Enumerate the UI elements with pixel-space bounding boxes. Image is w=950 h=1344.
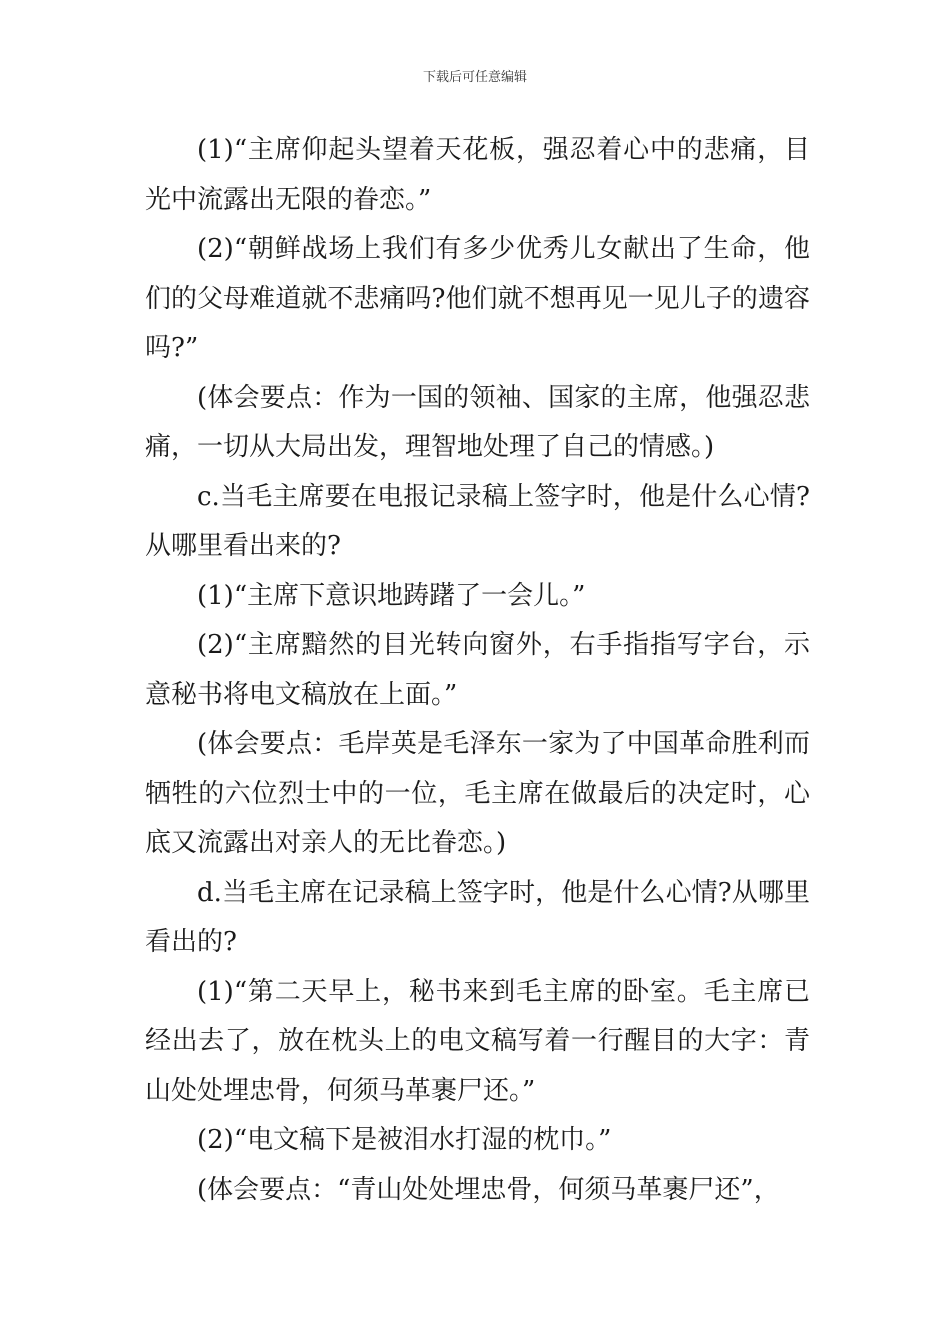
paragraph: (2)“电文稿下是被泪水打湿的枕巾。”: [197, 1125, 612, 1155]
paragraph: c.当毛主席要在电报记录稿上签字时，他是什么心情?从哪里看出来的?: [145, 481, 810, 561]
paragraph: (体会要点：毛岸英是毛泽东一家为了中国革命胜利而牺牲的六位烈士中的一位，毛主席在做最后的决定时，心底又流露出对亲人的无比眷恋。): [145, 729, 810, 858]
paragraph: (体会要点：作为一国的领袖、国家的主席，他强忍悲痛，一切从大局出发，理智地处理了自己的情感。): [145, 382, 810, 462]
paragraph: (1)“主席仰起头望着天花板，强忍着心中的悲痛，目光中流露出无限的眷恋。”: [145, 135, 810, 215]
paragraph: (2)“朝鲜战场上我们有多少优秀儿女献出了生命，他们的父母难道就不悲痛吗?他们就不想再见一见儿子的遗容吗?”: [145, 234, 810, 363]
paragraph: (1)“主席下意识地踌躇了一会儿。”: [197, 580, 586, 611]
page-header: 下载后可任意编辑: [422, 70, 527, 85]
paragraph: (1)“第二天早上，秘书来到毛主席的卧室。毛主席已经出去了，放在枕头上的电文稿写着一行醒目的大字：青山处处埋忠骨，何须马革裹尸还。”: [145, 976, 810, 1106]
paragraph: d.当毛主席在记录稿上签字时，他是什么心情?从哪里看出的?: [145, 877, 810, 957]
document-body: [145, 126, 810, 1215]
paragraph: (体会要点：“青山处处埋忠骨，何须马革裹尸还”，: [197, 1174, 780, 1205]
paragraph: (2)“主席黯然的目光转向窗外，右手指指写字台，示意秘书将电文稿放在上面。”: [145, 630, 810, 710]
